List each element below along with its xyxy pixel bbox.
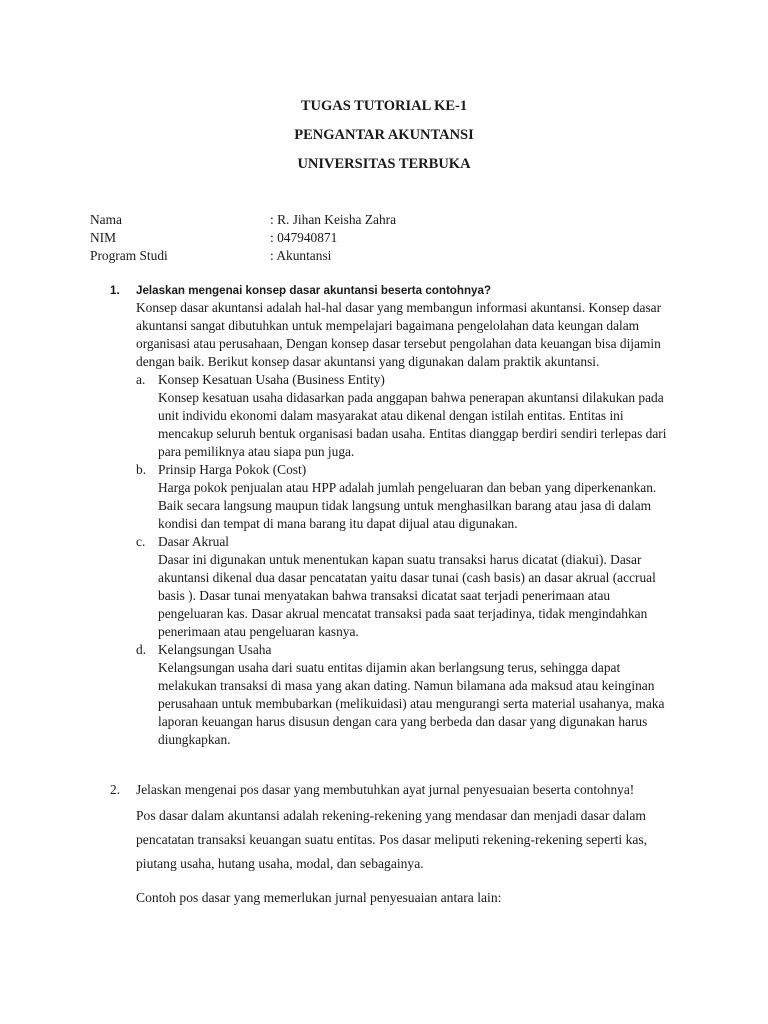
answer-paragraph-2: Contoh pos dasar yang memerlukan jurnal penyesuaian antara lain: bbox=[136, 890, 502, 905]
concept-item-c bbox=[136, 533, 670, 641]
info-label: Program Studi bbox=[90, 248, 168, 263]
item-title: Prinsip Harga Pokok (Cost) bbox=[158, 462, 307, 477]
item-letter: b. bbox=[136, 462, 147, 477]
question-text: Jelaskan mengenai konsep dasar akuntansi beserta contohnya? bbox=[136, 284, 492, 297]
question-1-answer bbox=[110, 299, 670, 749]
answer-intro: Konsep dasar akuntansi adalah hal-hal dasar yang membangun informasi akuntansi. Konsep dasar akuntansi sangat dibutuhkan untuk mempelajari bagaimana pengelolahan data keungan dalam organisasi atau perusahaan, Dengan konsep dasar tersebut pengolahan data keuangan bisa dijamin dengan baik. Berikut konsep dasar akuntansi yang digunakan dalam praktik akuntansi. bbox=[136, 300, 662, 369]
question-number: 1. bbox=[110, 284, 120, 297]
info-row-name bbox=[90, 211, 396, 229]
concept-item-a bbox=[136, 371, 670, 461]
question-2-answer bbox=[110, 804, 670, 910]
item-text: Konsep kesatuan usaha didasarkan pada anggapan bahwa penerapan akuntansi dilakukan pada unit individu ekonomi dalam masyarakat atau dikenal dengan istilah entitas. Entitas ini mencakup seluruh bentuk organisasi badan usaha. Entitas dianggap berdiri sendiri terlepas dari para pemiliknya atau siapa pun juga. bbox=[158, 390, 667, 459]
question-1-heading bbox=[110, 283, 670, 299]
info-row-nim bbox=[90, 229, 396, 247]
info-label: Nama bbox=[90, 212, 122, 227]
item-title: Kelangsungan Usaha bbox=[158, 642, 272, 657]
title-line-1: TUGAS TUTORIAL KE-1 bbox=[300, 98, 468, 114]
title-line-2: PENGANTAR AKUNTANSI bbox=[294, 127, 474, 143]
info-value: : R. Jihan Keisha Zahra bbox=[270, 212, 397, 227]
item-title: Dasar Akrual bbox=[158, 534, 230, 549]
item-text: Dasar ini digunakan untuk menentukan kapan suatu transaksi harus dicatat (diakui). Dasar akuntansi dikenal dua dasar pencatatan yaitu dasar tunai (cash basis) an dasar akrual (accrual basis ). Dasar tunai menyatakan bahwa transaksi dicatat saat terjadi penerimaan atau pengeluaran kas. Dasar akrual mencatat transaksi pada saat terjadinya, tidak mengindahkan penerimaan atau pengeluaran kasnya. bbox=[158, 552, 656, 639]
question-2 bbox=[110, 781, 670, 910]
item-text: Kelangsungan usaha dari suatu entitas dijamin akan berlangsung terus, sehingga dapat melakukan transaksi di masa yang akan dating. Namun bilamana ada maksud atau keinginan perusahaan untuk membubarkan (melikuidasi) atau mengurangi serta material usahanya, maka laporan keuangan harus disusun dengan cara yang berbeda dan dasar yang digunakan harus diungkapkan. bbox=[158, 660, 665, 747]
info-row-program bbox=[90, 247, 396, 265]
info-label: NIM bbox=[90, 230, 117, 245]
concept-item-b bbox=[136, 461, 670, 533]
info-value: : Akuntansi bbox=[270, 248, 332, 263]
title-line-3: UNIVERSITAS TERBUKA bbox=[297, 156, 471, 172]
document-header bbox=[0, 92, 768, 179]
question-text: Jelaskan mengenai pos dasar yang membutuhkan ayat jurnal penyesuaian beserta contohnya! bbox=[136, 782, 635, 797]
question-1 bbox=[110, 283, 670, 749]
item-letter: c. bbox=[136, 534, 146, 549]
item-letter: a. bbox=[136, 372, 146, 387]
item-letter: d. bbox=[136, 642, 147, 657]
item-text: Harga pokok penjualan atau HPP adalah jumlah pengeluaran dan beban yang diperkenankan. Baik secara langsung maupun tidak langsung untuk menghasilkan barang atau jasa di dalam kondisi dan tempat di mana barang itu dapat dijual atau digunakan. bbox=[158, 480, 657, 531]
answer-paragraph-1: Pos dasar dalam akuntansi adalah rekening-rekening yang mendasar dan menjadi dasar dalam pencatatan transaksi keuangan suatu entitas. Pos dasar meliputi rekening-rekening seperti kas, piutang usaha, hutang usaha, modal, dan sebagainya. bbox=[136, 808, 648, 871]
concept-item-d bbox=[136, 641, 670, 749]
item-title: Konsep Kesatuan Usaha (Business Entity) bbox=[158, 372, 385, 387]
info-value: : 047940871 bbox=[270, 230, 338, 245]
student-info bbox=[90, 211, 396, 265]
question-number: 2. bbox=[110, 782, 121, 797]
